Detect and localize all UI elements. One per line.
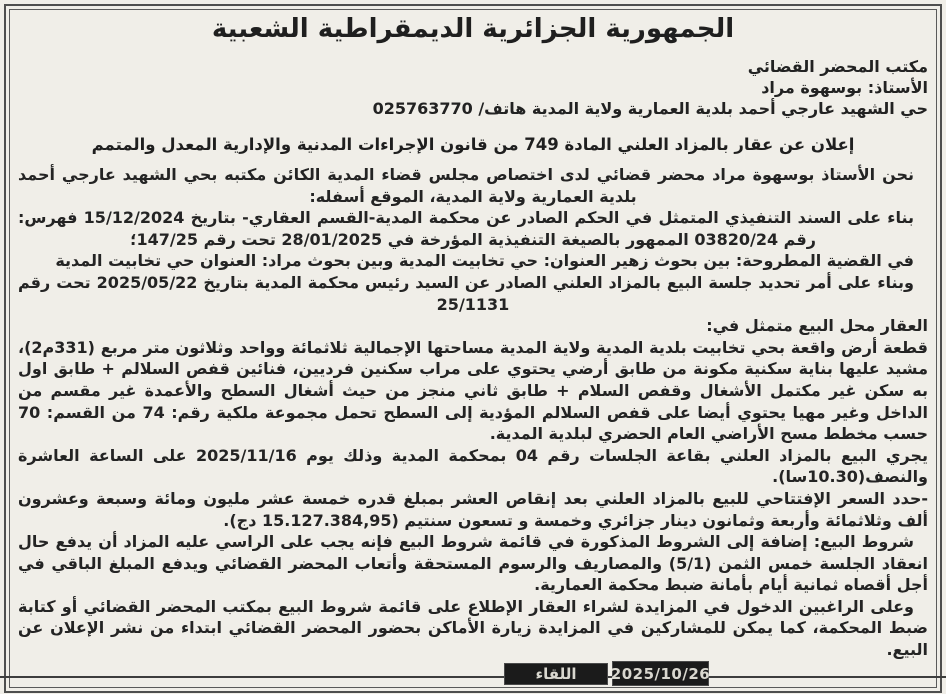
office-name-line: مكتب المحضر القضائي <box>747 57 928 76</box>
republic-header-title: الجمهورية الجزائرية الديمقراطية الشعبية <box>211 14 735 44</box>
paragraph-auction-session: يجري البيع بالمزاد العلني بقاعة الجلسات رقم 04 بمحكمة المدية وذلك يوم 2025/11/16 على الساعة العاشرة والنصف(10.30سا). <box>18 445 929 487</box>
office-address-phone-line: حي الشهيد عارجي أحمد بلدية العمارية ولاية المدية هاتف/ 025763770 <box>372 99 928 118</box>
paragraph-property-description: قطعة أرض واقعة بحي تخابيت بلدية المدية ولاية المدية مساحتها الإجمالية ثلاثمائة وواحد وثلاثون متر مربع (331م2)، مشيد عليها بناية سكنية مكونة من طابق أرضي يحتوي على مراب سكنين فرديين، فنائين قفص السلالم + طابق اول به سكن غير مكتمل الأشغال وقفص السلام + طابق ثاني منجز من حيث أشغال السطح والأعمدة غير مقسم من الداخل وغير مهيا يحتوي أيضا على قفص السلالم المؤدية إلى السطح تحمل مجموعة ملكية رقم: 74 من القسم: 70 حسب مخطط مسح الأراضي العام الحضري لبلدية المدية. <box>18 337 929 444</box>
paragraph-executive-title: بناء على السند التنفيذي المتمثل في الحكم الصادر عن محكمة المدية-القسم العقاري- بتاريخ 15/12/2024 فهرس: رقم 03820/24 الممهور بالصيغة التنفيذية المؤرخة في 28/01/2025 تحت رقم 147/25؛ <box>18 208 914 249</box>
paragraph-sale-conditions: شروط البيع: إضافة إلى الشروط المذكورة في قائمة شروط البيع فإنه يجب على الراسي عليه المزاد أن يدفع حال انعقاد الجلسة خمس الثمن (5/1) والمصاريف والرسوم المستحقة وأتعاب المحضر القضائي ويدفع المبلغ الباقي في أجل أقصاه ثمانية أيام بأمانة ضبط محكمة العمارية. <box>18 532 929 595</box>
paragraph-sale-order: وبناء على أمر تحديد جلسة البيع بالمزاد العلني الصادر عن السيد رئيس محكمة المدية بتاريخ 2025/05/22 تحت رقم 25/1131 <box>18 272 914 314</box>
paragraph-case-parties: في القضية المطروحة: بين بحوث زهير العنوان: حي تخابيت المدية وبين بحوث مراد: العنوان حي تخابيت المدية <box>55 251 914 271</box>
document-body <box>18 164 928 661</box>
bailiff-name-line: الأستاذ: بوسهوة مراد <box>761 78 928 97</box>
paragraph-introduction: نحن الأستاذ بوسهوة مراد محضر قضائي لدى اختصاص مجلس قضاء المدية الكائن مكتبه بحي الشهيد عارجي أحمد بلدية العمارية ولاية المدية، الموقع أسفله: <box>18 165 914 206</box>
publication-date-stamp: 2025/10/26 <box>612 661 709 686</box>
bailiff-office-block <box>18 56 928 119</box>
footer-rule <box>0 676 946 678</box>
paragraph-opening-price: -حدد السعر الإفتتاحي للبيع بالمزاد العلني بعد إنقاص العشر بمبلغ قدره خمسة عشر مليون ومائة وسبعة وعشرون ألف وثلاثمائة وأربعة وثمانون دينار جزائري وخمسة و تسعون سنتيم (15.127.384,95 دج). <box>18 488 928 530</box>
paragraph-bidders-information: وعلى الراغبين الدخول في المزايدة لشراء العقار الإطلاع على قائمة شروط البيع بمكتب المحضر القضائي أو كتابة ضبط المحكمة، كما يمكن للمشاركين في المزايدة زيارة الأماكن بحضور المحضر القضائي ابتداء من نشر الإعلان عن البيع. <box>18 596 928 660</box>
paragraph-property-heading: العقار محل البيع متمثل في: <box>706 316 928 336</box>
document-content <box>18 12 928 664</box>
auction-announcement-title: إعلان عن عقار بالمزاد العلني المادة 749 من قانون الإجراءات المدنية والإدارية المعدل والمتمم <box>91 135 855 154</box>
publication-label-stamp: اللقاء <box>504 663 608 685</box>
